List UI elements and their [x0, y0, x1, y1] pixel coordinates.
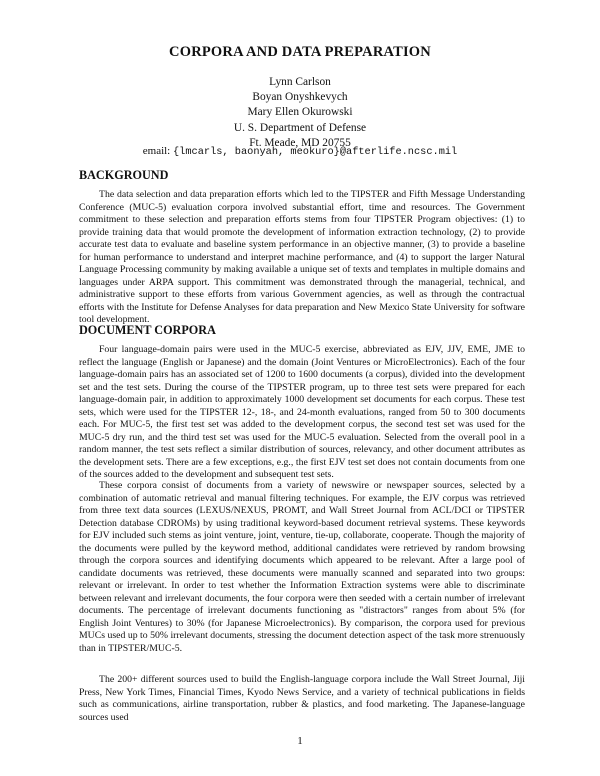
paper-title: CORPORA AND DATA PREPARATION [169, 44, 431, 60]
author-name: Boyan Onyshkevych [252, 91, 348, 104]
author-name: Lynn Carlson [269, 76, 331, 88]
document-corpora-paragraph-3: The 200+ different sources used to build the English-language corpora include the Wall Street Journal, Jiji Press, New York Times, Financial Times, Kyodo News Service, and a variety of technical publications in fields such as communications, airline transportation, rubber & plastics, and food marketing. The Japanese-language sources used [79, 674, 525, 723]
email-line [0, 145, 600, 158]
page-number: 1 [297, 735, 303, 747]
author-name: Mary Ellen Okurowski [247, 106, 353, 119]
email-address: {lmcarls, baonyah, meokuro}@afterlife.ncsc.mil [173, 146, 458, 158]
email-label: email: [142, 145, 171, 157]
section-heading-background: BACKGROUND [79, 168, 169, 182]
author-block [0, 75, 600, 151]
section-heading-document-corpora: DOCUMENT CORPORA [79, 323, 216, 337]
document-corpora-paragraph-1: Four language-domain pairs were used in the MUC-5 exercise, abbreviated as EJV, JJV, EME, JME to reflect the language (English or Japanese) and the domain (Joint Ventures or MicroElectronics). Each of the four language-domain pairs has an associated set of 1200 to 1600 documents (a corpus), divided into the development set and the test sets. During the course of the TIPSTER program, up to three test sets were prepared for each language-domain pair, in addition to approximately 1000 development set documents for each corpus. These test sets, which were used for the TIPSTER 12-, 18-, and 24-month evaluations, ranged from 50 to 300 documents each. For MUC-5, the first test set was added to the development corpus, the second test set was used for the MUC-5 dry run, and the third test set was used for the MUC-5 evaluation. Selected from the overall pool in a random manner, the test sets reflect a similar distribution of sources, relevancy, and other document attributes as the development sets. There are a few exceptions, e.g., the first EJV test set does not contain documents from one of the sources added to the development and subsequent test sets. [79, 344, 525, 480]
author-address: Ft. Meade, MD 20755 [249, 136, 351, 149]
author-affiliation: U. S. Department of Defense [233, 121, 367, 134]
background-paragraph: The data selection and data preparation efforts which led to the TIPSTER and Fifth Message Understanding Conference (MUC-5) evaluation corpora involved substantial effort, time and resources. The Government commitment to these selection and preparation efforts stems from four TIPSTER Program objectives: (1) to provide training data that would promote the development of information extraction technology, (2) to provide accurate test data to evaluate and baseline system performance in an objective manner, (3) to provide a baseline for human performance to understand and interpret machine performance, and (4) to support the larger Natural Language Processing community by making available a unique set of texts and templates in multiple domains and languages under ARPA support. This commitment was demonstrated through the managerial, technical, and administrative support to these efforts from various Government agencies, as well as through the contractual efforts with the Institute for Defense Analyses for data preparation and New Mexico State University for software tool development. [79, 189, 525, 325]
document-corpora-paragraph-2: These corpora consist of documents from a variety of newswire or newspaper sources, selected by a combination of automatic retrieval and manual filtering techniques. For example, the EJV corpus was retrieved from three text data sources (LEXUS/NEXUS, PROMT, and Wall Street Journal from ACL/DCI or TIPSTER Detection database CDROMs) by using traditional keyword-based document retrieval systems. These keywords for EJV included such stems as joint venture, joint, venture, tie-up, collaborate, cooperate. Though the majority of the documents were pulled by the keyword method, additional candidates were retrieved by random browsing through the corpora sources and identifying documents which appeared to be relevant. After a large pool of candidate documents was retrieved, these documents were manually scanned and separated into two groups: relevant or irrelevant. In order to test whether the Information Extraction systems were able to discriminate between relevant and irrelevant documents, the four corpora were then seeded with a certain number of irrelevant documents. The percentage of irrelevant documents functioning as "distractors" ranges from about 5% (for English Joint Ventures) to 30% (for Japanese Microelectronics). By comparison, the corpora used for previous MUCs used up to 50% irrelevant documents, stressing the document detection aspect of the task more strenuously than in TIPSTER/MUC-5. [79, 480, 525, 654]
